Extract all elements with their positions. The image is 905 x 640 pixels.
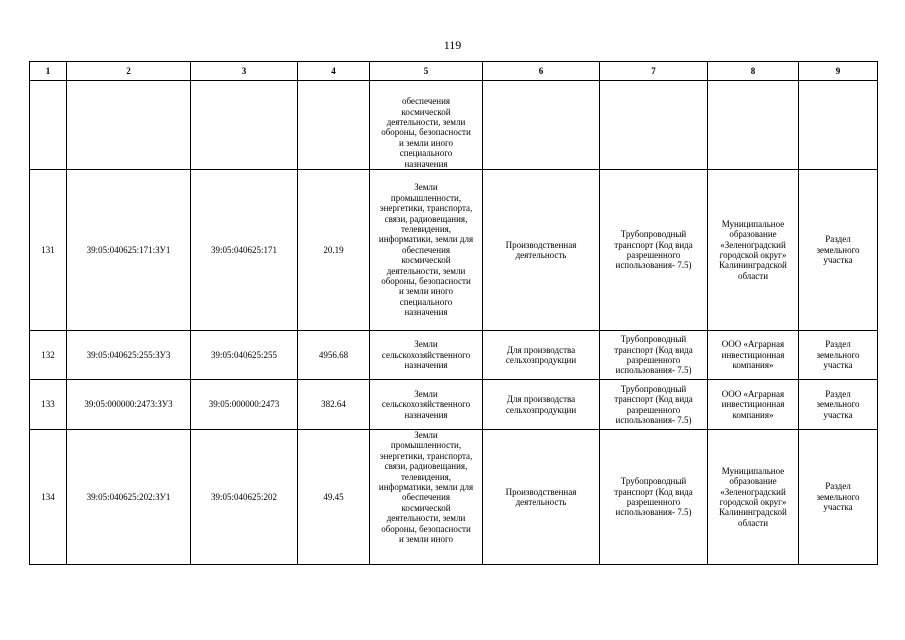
column-header: 3 (191, 62, 298, 81)
header-row (30, 62, 878, 81)
cell-area: 49.45 (298, 430, 370, 565)
cell-permitted-use: Производственная деятельность (483, 430, 600, 565)
cell-area: 4956.68 (298, 331, 370, 380)
table-row (30, 331, 878, 380)
column-header: 7 (600, 62, 708, 81)
cell-planned-use: Трубопроводный транспорт (Код вида разрешенного использования- 7.5) (600, 380, 708, 430)
cell-planned-use: Трубопроводный транспорт (Код вида разрешенного использования- 7.5) (600, 331, 708, 380)
cell-method: Раздел земельного участка (799, 430, 878, 565)
cell-owner: Муниципальное образование «Зеленоградский городской округ» Калининградской области (708, 170, 799, 331)
cell-method: Раздел земельного участка (799, 331, 878, 380)
cell-land-category: Земли сельскохозяйственного назначения (370, 380, 483, 430)
cell-new-plot-id (67, 81, 191, 170)
cell-source-plot-id (191, 81, 298, 170)
cell-new-plot-id: 39:05:000000:2473:ЗУ3 (67, 380, 191, 430)
column-header: 6 (483, 62, 600, 81)
cell-land-category: обеспечения космической деятельности, земли обороны, безопасности и земли иного специального назначения (370, 81, 483, 170)
table-row (30, 430, 878, 565)
cell-land-category: Земли промышленности, энергетики, транспорта, связи, радиовещания, телевидения, информатики, земли для обеспечения космической деятельности, земли обороны, безопасности и земли иного (370, 430, 483, 565)
land-plots-table (29, 61, 878, 565)
cell-area: 382.64 (298, 380, 370, 430)
column-header: 8 (708, 62, 799, 81)
cell-planned-use (600, 81, 708, 170)
cell-number: 131 (30, 170, 67, 331)
cell-source-plot-id: 39:05:040625:171 (191, 170, 298, 331)
column-header: 1 (30, 62, 67, 81)
cell-number: 134 (30, 430, 67, 565)
cell-source-plot-id: 39:05:040625:255 (191, 331, 298, 380)
cell-planned-use: Трубопроводный транспорт (Код вида разрешенного использования- 7.5) (600, 430, 708, 565)
cell-planned-use: Трубопроводный транспорт (Код вида разрешенного использования- 7.5) (600, 170, 708, 331)
cell-new-plot-id: 39:05:040625:171:ЗУ1 (67, 170, 191, 331)
cell-method (799, 81, 878, 170)
table-row-continuation (30, 81, 878, 170)
cell-number: 133 (30, 380, 67, 430)
column-header: 9 (799, 62, 878, 81)
column-header: 5 (370, 62, 483, 81)
cell-number: 132 (30, 331, 67, 380)
column-header: 2 (67, 62, 191, 81)
cell-area (298, 81, 370, 170)
cell-land-category: Земли промышленности, энергетики, транспорта, связи, радиовещания, телевидения, информатики, земли для обеспечения космической деятельности, земли обороны, безопасности и земли иного специального назначения (370, 170, 483, 331)
cell-permitted-use (483, 81, 600, 170)
cell-new-plot-id: 39:05:040625:202:ЗУ1 (67, 430, 191, 565)
page-number: 119 (443, 38, 462, 52)
cell-new-plot-id: 39:05:040625:255:ЗУ3 (67, 331, 191, 380)
cell-permitted-use: Для производства сельхозпродукции (483, 380, 600, 430)
cell-source-plot-id: 39:05:040625:202 (191, 430, 298, 565)
column-header: 4 (298, 62, 370, 81)
cell-method: Раздел земельного участка (799, 380, 878, 430)
cell-owner: ООО «Аграрная инвестиционная компания» (708, 331, 799, 380)
table-row (30, 170, 878, 331)
cell-permitted-use: Для производства сельхозпродукции (483, 331, 600, 380)
cell-area: 20.19 (298, 170, 370, 331)
cell-land-category: Земли сельскохозяйственного назначения (370, 331, 483, 380)
cell-number (30, 81, 67, 170)
table-row (30, 380, 878, 430)
cell-owner: ООО «Аграрная инвестиционная компания» (708, 380, 799, 430)
cell-owner (708, 81, 799, 170)
cell-method: Раздел земельного участка (799, 170, 878, 331)
cell-permitted-use: Производственная деятельность (483, 170, 600, 331)
cell-source-plot-id: 39:05:000000:2473 (191, 380, 298, 430)
cell-owner: Муниципальное образование «Зеленоградский городской округ» Калининградской области (708, 430, 799, 565)
